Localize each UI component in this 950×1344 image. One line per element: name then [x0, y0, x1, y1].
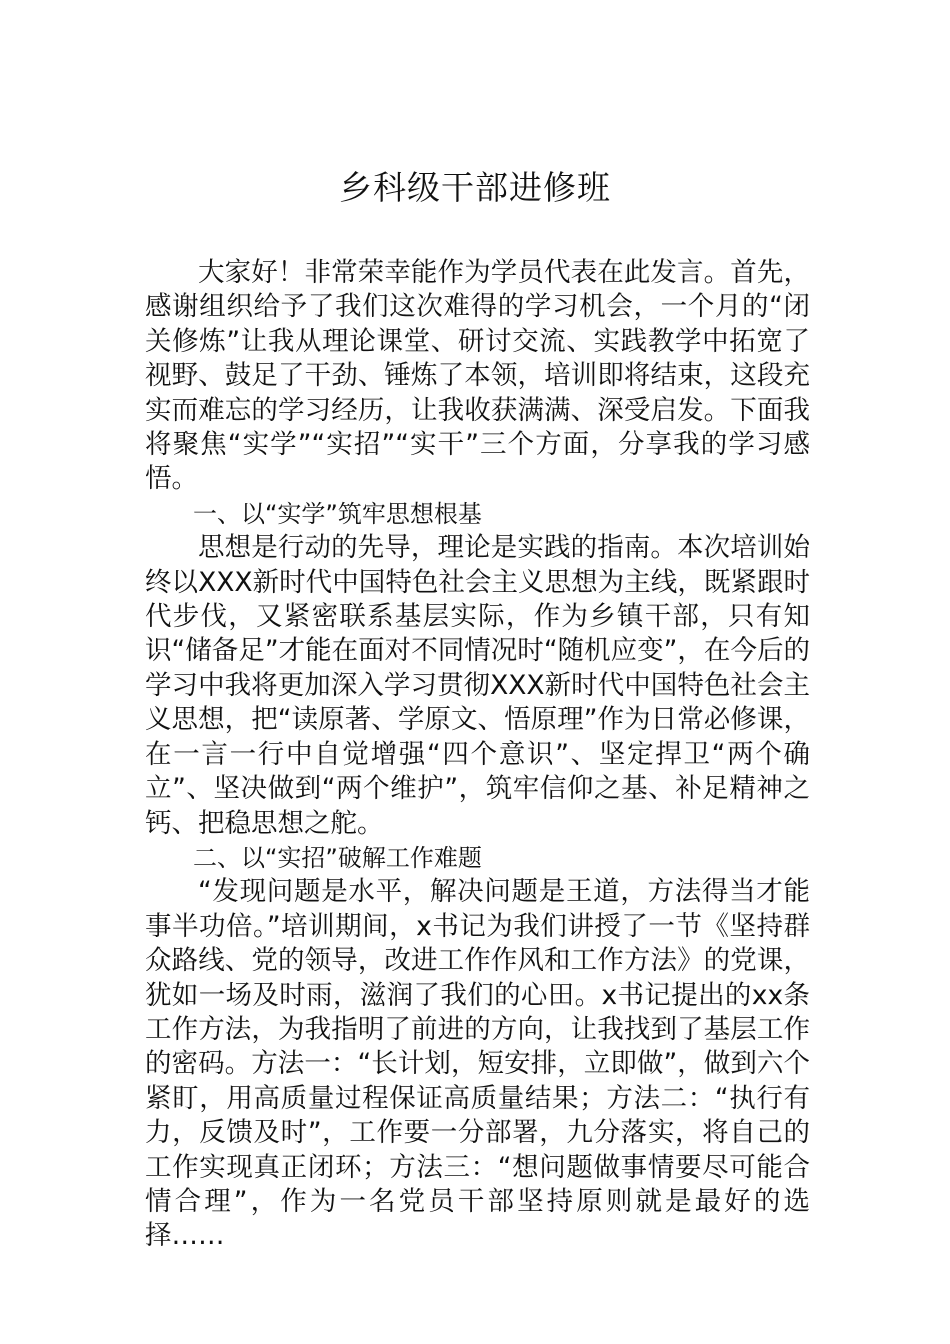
section-heading-2: 二、以“实招”破解工作难题: [193, 843, 482, 872]
section-heading-1: 一、以“实学”筑牢思想根基: [193, 499, 482, 528]
paragraph-section-2: “发现问题是水平，解决问题是王道，方法得当才能事半功倍。”培训期间，x书记为我们讲授了一节《坚持群众路线、党的领导，改进工作作风和工作方法》的党课，犹如一场及时雨，滋润了我们的心田。x书记提出的xx条工作方法，为我指明了前进的方向，让我找到了基层工作的密码。方法一：“长计划，短安排，立即做”，做到六个紧盯，用高质量过程保证高质量结果；方法二：“执行有力，反馈及时”，工作要一分部署，九分落实，将自己的工作实现真正闭环；方法三：“想问题做事情要尽可能合情合理”，作为一名党员干部坚持原则就是最好的选择……: [145, 876, 810, 1252]
page-title: 乡科级干部进修班: [339, 168, 611, 207]
paragraph-intro: 大家好！非常荣幸能作为学员代表在此发言。首先，感谢组织给予了我们这次难得的学习机会，一个月的“闭关修炼”让我从理论课堂、研讨交流、实践教学中拓宽了视野、鼓足了干劲、锤炼了本领，培训即将结束，这段充实而难忘的学习经历，让我收获满满、深受启发。下面我将聚焦“实学”“实招”“实干”三个方面，分享我的学习感悟。: [145, 257, 810, 495]
document-body: [145, 256, 810, 1254]
paragraph-section-1: 思想是行动的先导，理论是实践的指南。本次培训始终以XXX新时代中国特色社会主义思想为主线，既紧跟时代步伐，又紧密联系基层实际，作为乡镇干部，只有知识“储备足”才能在面对不同情况时“随机应变”，在今后的学习中我将更加深入学习贯彻XXX新时代中国特色社会主义思想，把“读原著、学原文、悟原理”作为日常必修课，在一言一行中自觉增强“四个意识”、坚定捍卫“两个确立”、坚决做到“两个维护”，筑牢信仰之基、补足精神之钙、把稳思想之舵。: [145, 532, 810, 839]
